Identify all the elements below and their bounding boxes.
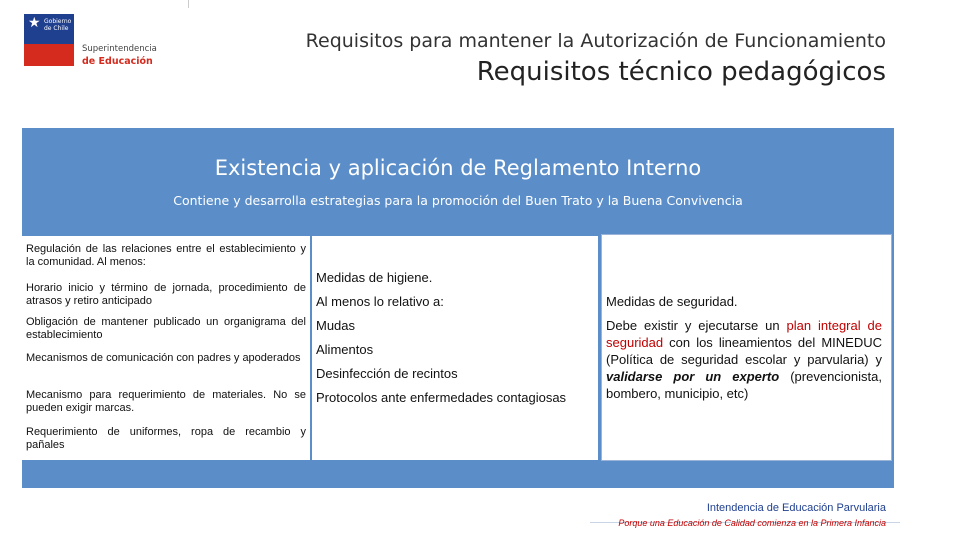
list-item: Regulación de las relaciones entre el establecimiento y la comunidad. Al menos:: [26, 243, 306, 268]
band-title: Existencia y aplicación de Reglamento Interno: [214, 156, 702, 180]
security-text-1: Debe existir y ejecutarse un: [606, 318, 787, 333]
list-item: Horario inicio y término de jornada, procedimiento de atrasos y retiro anticipado: [26, 282, 306, 307]
security-highlight: plan integral de seguridad: [606, 318, 882, 350]
page-title: Requisitos para mantener la Autorización de Funcionamiento: [305, 30, 886, 52]
list-item: Protocolos ante enfermedades contagiosas: [316, 390, 567, 405]
list-item: Alimentos: [316, 342, 374, 357]
security-text: [606, 317, 882, 402]
superintendencia-logo: [24, 14, 164, 72]
list-item: Requerimiento de uniformes, ropa de recambio y pañales: [26, 426, 306, 451]
security-text-2: con los lineamientos del MINEDUC (Política de seguridad escolar y parvularia) y: [606, 335, 882, 367]
list-item: Mecanismo para requerimiento de materiales. No se pueden exigir marcas.: [26, 389, 306, 414]
page-subtitle: Requisitos técnico pedagógicos: [476, 57, 886, 87]
panel-right: [601, 234, 892, 461]
panel-middle: [312, 236, 598, 460]
logo-line-2: de Educación: [82, 56, 153, 67]
star-icon: ★: [28, 15, 41, 31]
footer-slogan: Porque una Educación de Calidad comienza en la Primera Infancia: [618, 518, 886, 528]
hygiene-intro: Al menos lo relativo a:: [316, 294, 444, 309]
band-subtitle: Contiene y desarrolla estrategias para la promoción del Buen Trato y la Buena Convivencia: [173, 193, 743, 208]
security-heading: Medidas de seguridad.: [606, 294, 738, 309]
list-item: Mecanismos de comunicación con padres y apoderados: [26, 352, 301, 364]
security-emphasis: validarse por un experto: [606, 369, 780, 384]
list-item: Desinfección de recintos: [316, 366, 458, 381]
hygiene-heading: Medidas de higiene.: [316, 270, 433, 285]
list-item: Obligación de mantener publicado un organigrama del establecimiento: [26, 316, 306, 341]
logo-line-1: Superintendencia: [82, 44, 157, 54]
footer-org: Intendencia de Educación Parvularia: [706, 502, 886, 514]
chile-government-emblem: [24, 14, 74, 66]
panel-left: [22, 236, 310, 460]
gov-label: Gobierno de Chile: [44, 18, 72, 32]
list-item: Mudas: [316, 318, 356, 333]
security-text-3: (prevencionista, bombero, municipio, etc): [606, 369, 882, 401]
divider: [188, 0, 189, 8]
